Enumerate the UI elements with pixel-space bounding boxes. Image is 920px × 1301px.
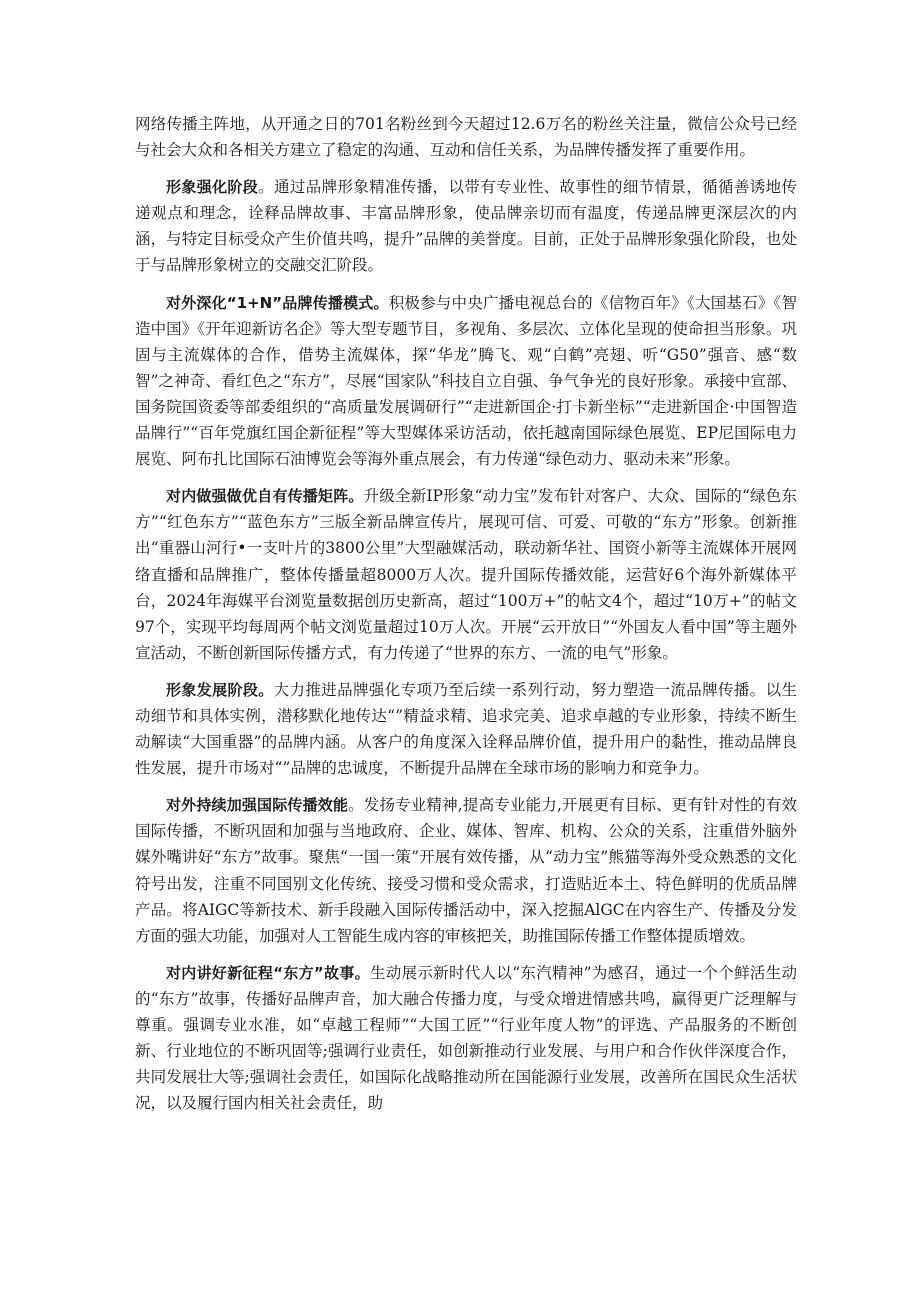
paragraph-lead: 对外持续加强国际传播效能 (166, 796, 349, 815)
paragraph-lead: 对内做强做优自有传播矩阵。 (166, 487, 364, 506)
paragraph-dongfang-stories (135, 960, 797, 1117)
paragraph-image-development-stage (135, 677, 797, 781)
paragraph-text: 。发扬专业精神,提高专业能力,开展更有目标、更有针对性的有效国际传播，不断巩固和加强与当地政府、企业、媒体、智库、机构、公众的关系，注重借外脑外媒外嘴讲好“东方”故事。聚焦“一国一策”开展有效传播，从“动力宝”熊猫等海外受众熟悉的文化符号出发，注重不同国别文化传统、接受习惯和受众需求，打造贴近本土、特色鲜明的优质品牌产品。将AIGC等新技术、新手段融入国际传播活动中，深入挖掘AlGC在内容生产、传播及分发方面的强大功能，加强对人工智能生成内容的审核把关，助推国际传播工作整体提质增效。 (135, 796, 797, 945)
paragraph-text: 大力推进品牌强化专项乃至后续一系列行动，努力塑造一流品牌传播。以生动细节和具体实例，潜移默化地传达“”精益求精、追求完美、追求卓越的专业形象，持续不断生动解读“大国重器”的品牌内涵。从客户的角度深入诠释品牌价值，提升用户的黏性，推动品牌良性发展，提升市场对“”品牌的忠诚度，不断提升品牌在全球市场的影响力和竞争力。 (135, 680, 797, 778)
paragraph-international-effectiveness (135, 792, 797, 949)
paragraph-wechat-platform (135, 111, 797, 163)
paragraph-lead: 对内讲好新征程“东方”故事。 (166, 963, 370, 982)
document-page (135, 111, 797, 1127)
paragraph-text: 网络传播主阵地，从开通之日的701名粉丝到今天超过12.6万名的粉丝关注量，微信公众号已经与社会大众和各相关方建立了稳定的沟通、互动和信任关系，为品牌传播发挥了重要作用。 (135, 115, 797, 160)
paragraph-internal-matrix (135, 483, 797, 666)
paragraph-text: 。通过品牌形象精准传播，以带有专业性、故事性的细节情景，循循善诱地传递观点和理念，诠释品牌故事、丰富品牌形象，使品牌亲切而有温度，传递品牌更深层次的内涵，与特定目标受众产生价值共鸣，提升”品牌的美誉度。目前，正处于品牌形象强化阶段，也处于与品牌形象树立的交融交汇阶段。 (135, 178, 797, 275)
paragraph-lead: 形象强化阶段 (166, 178, 259, 197)
paragraph-external-1n-model (135, 290, 797, 473)
paragraph-lead: 形象发展阶段。 (166, 680, 274, 699)
paragraph-text: 升级全新IP形象“动力宝”发布针对客户、大众、国际的“绿色东方”“红色东方”“蓝色东方”三版全新品牌宣传片，展现可信、可爱、可敬的“东方”形象。创新推出“重器山河行•一支叶片的3800公里”大型融媒活动，联动新华社、国资小新等主流媒体开展网络直播和品牌推广，整体传播量超8000万人次。提升国际传播效能，运营好6个海外新媒体平台，2024年海媒平台浏览量数据创历史新高，超过“100万+”的帖文4个，超过“10万+”的帖文97个，实现平均每周两个帖文浏览量超过10万人次。开展“云开放日”“外国友人看中国”等主题外宣活动，不断创新国际传播方式，有力传递了“世界的东方、一流的电气”形象。 (135, 487, 797, 662)
paragraph-text: 生动展示新时代人以“东汽精神”为感召，通过一个个鲜活生动的“东方”故事，传播好品牌声音，加大融合传播力度，与受众增进情感共鸣，赢得更广泛理解与尊重。强调专业水准，如“卓越工程师”“大国工匠”“行业年度人物”的评选、产品服务的不断创新、行业地位的不断巩固等;强调行业责任，如创新推动行业发展、与用户和合作伙伴深度合作，共同发展壮大等;强调社会责任，如国际化战略推动所在国能源行业发展，改善所在国民众生活状况，以及履行国内相关社会责任，助 (135, 963, 797, 1113)
paragraph-lead: 对外深化“1+N”品牌传播模式。 (166, 293, 389, 312)
paragraph-image-strengthening-stage (135, 174, 797, 278)
paragraph-text: 积极参与中央广播电视总台的《信物百年》《大国基石》《智造中国》《开年迎新访名企》等大型专题节目，多视角、多层次、立体化呈现的使命担当形象。巩固与主流媒体的合作，借势主流媒体，探“华龙”腾飞、观“白鹤”亮翅、听“G50”强音、感“数智”之神奇、看红色之“东方”，尽展“国家队”科技自立自强、争气争光的良好形象。承接中宣部、国务院国资委等部委组织的“高质量发展调研行”“走进新国企·打卡新坐标”“走进新国企·中国智造品牌行”“百年党旗红国企新征程”等大型媒体采访活动，依托越南国际绿色展览、EP尼国际电力展览、阿布扎比国际石油博览会等海外重点展会，有力传递“绿色动力、驱动未来”形象。 (135, 293, 797, 469)
